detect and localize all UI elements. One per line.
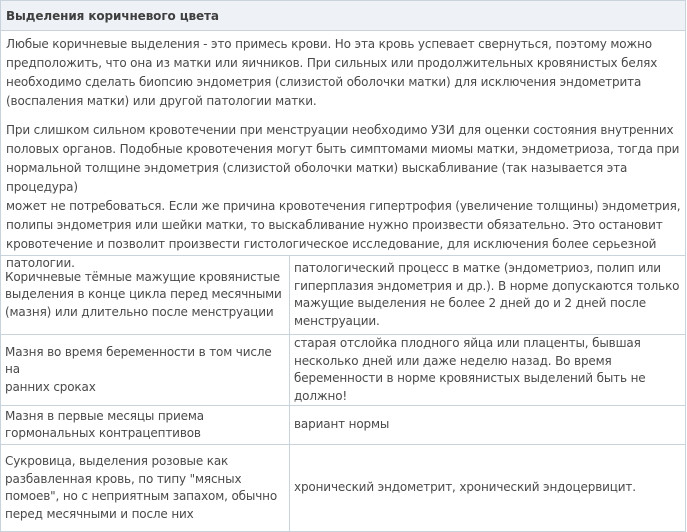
article-title: Выделения коричневого цвета bbox=[6, 9, 219, 23]
table-row bbox=[1, 406, 686, 445]
table-row bbox=[1, 335, 686, 406]
cause-cell: старая отслойка плодного яйца или плаценты, бывшая несколько дней или даже неделю назад. Во время беременности в норме кровянистых выделений быть не должно! bbox=[290, 335, 686, 406]
table-row bbox=[1, 256, 686, 335]
cause-cell: патологический процесс в матке (эндометриоз, полип или гиперплазия эндометрия и др.). В норме допускаются только мажущие выделения не более 2 дней до и 2 дней после менструации. bbox=[290, 256, 686, 335]
symptom-cell: Коричневые тёмные мажущие кровянистые выделения в конце цикла перед месячными (мазня) или длительно после менструации bbox=[1, 256, 290, 335]
discharge-table bbox=[0, 255, 686, 532]
article-header bbox=[1, 1, 685, 31]
intro-paragraph-1: Любые коричневые выделения - это примесь крови. Но эта кровь успевает свернуться, поэтому можно предположить, что она из матки или яичников. При сильных или продолжительных кровянистых белях необходимо сделать биопсию эндометрия (слизистой оболочки матки) для исключения эндометрита (воспаления матки) или другой патологии матки. bbox=[6, 37, 658, 108]
symptom-cell: Мазня во время беременности в том числе на ранних сроках bbox=[1, 335, 290, 406]
cause-cell: вариант нормы bbox=[290, 406, 686, 445]
article-intro bbox=[1, 31, 685, 273]
symptom-cell: Мазня в первые месяцы приема гормональных контрацептивов bbox=[1, 406, 290, 445]
cause-cell: хронический эндометрит, хронический эндоцервицит. bbox=[290, 445, 686, 532]
table-row bbox=[1, 445, 686, 532]
symptom-cell: Сукровица, выделения розовые как разбавленная кровь, по типу "мясных помоев", но с неприятным запахом, обычно перед месячными и после них bbox=[1, 445, 290, 532]
intro-paragraph-2: При слишком сильном кровотечении при менструации необходимо УЗИ для оценки состояния внутренних половых органов. Подобные кровотечения могут быть симптомами миомы матки, эндометриоза, тогда при нормальной толщине эндометрия (слизистой оболочки матки) выскабливание (так называется эта процедура) может не потребоваться. Если же причина кровотечения гипертрофия (увеличение толщины) эндометрия, полипы эндометрия или шейки матки, то выскабливание нужно произвести обязательно. Это остановит кровотечение и позволит произвести гистологическое исследование, для исключения более серьезной патологии. bbox=[6, 123, 681, 270]
